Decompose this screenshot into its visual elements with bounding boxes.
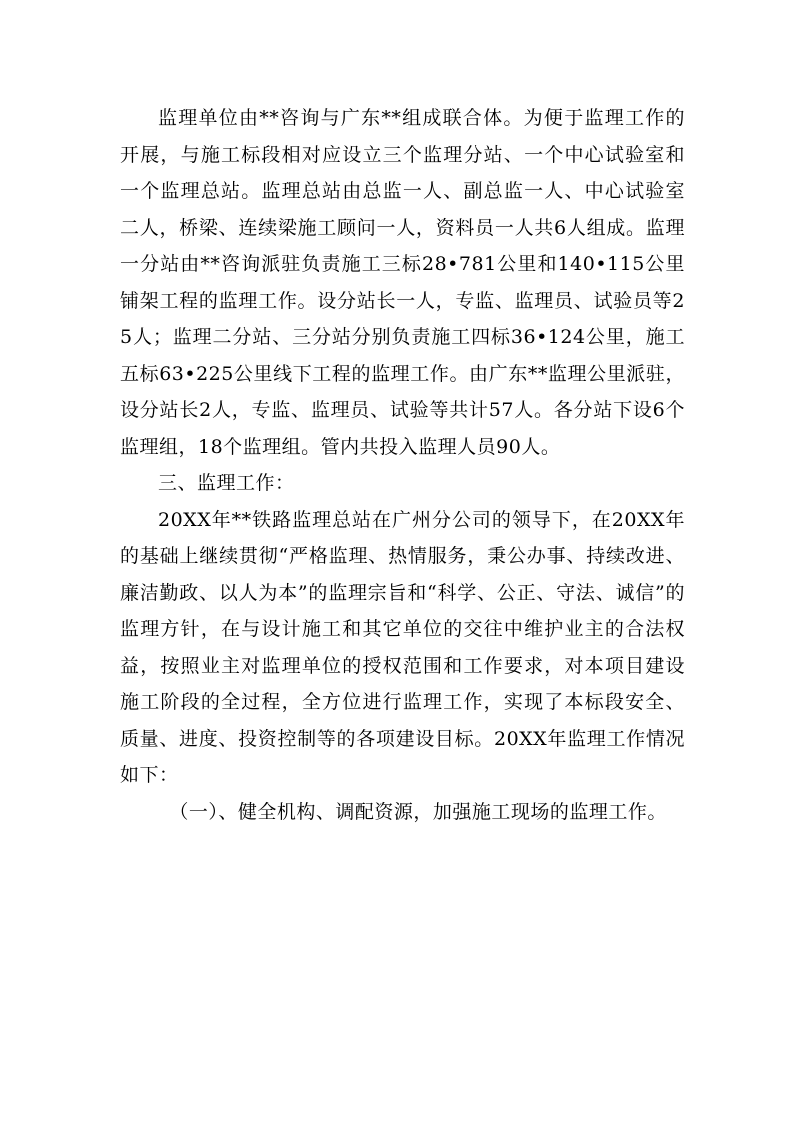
- paragraph-supervision-summary: 20XX年**铁路监理总站在广州分公司的领导下，在20XX年的基础上继续贯彻“严格监理、热情服务，秉公办事、持续改进、廉洁勤政、以人为本”的监理宗旨和“科学、公正、守法、诚信”的监理方针，在与设计施工和其它单位的交往中维护业主的合法权益，按照业主对监理单位的授权范围和工作要求，对本项目建设施工阶段的全过程，全方位进行监理工作，实现了本标段安全、质量、进度、投资控制等的各项建设目标。20XX年监理工作情况如下：: [120, 508, 685, 786]
- section-heading-supervision-work: 三、监理工作：: [158, 472, 295, 494]
- subsection-heading-organization: （一）、健全机构、调配资源，加强施工现场的监理工作。: [169, 800, 667, 823]
- document-body: [120, 100, 685, 830]
- paragraph-organization: 监理单位由**咨询与广东**组成联合体。为便于监理工作的开展，与施工标段相对应设立三个监理分站、一个中心试验室和一个监理总站。监理总站由总监一人、副总监一人、中心试验室二人，桥梁、连续梁施工顾问一人，资料员一人共6人组成。监理一分站由**咨询派驻负责施工三标28•781公里和140•115公里铺架工程的监理工作。设分站长一人，专监、监理员、试验员等25人；监理二分站、三分站分别负责施工四标36•124公里，施工五标63•225公里线下工程的监理工作。由广东**监理公里派驻，设分站长2人，专监、监理员、试验等共计57人。各分站下设6个监理组，18个监理组。管内共投入监理人员90人。: [120, 107, 685, 458]
